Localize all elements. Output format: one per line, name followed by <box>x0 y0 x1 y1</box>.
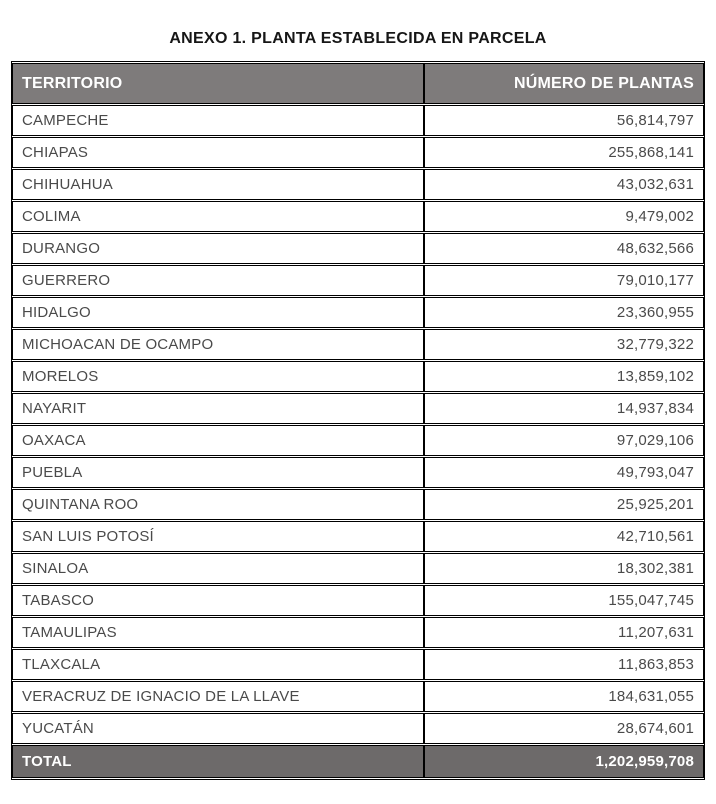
table-row <box>12 457 704 488</box>
table-row <box>12 361 704 392</box>
table-row <box>12 521 704 552</box>
plants-cell: 255,868,141 <box>424 137 704 168</box>
table-row <box>12 297 704 328</box>
plants-cell: 32,779,322 <box>424 329 704 360</box>
table-row <box>12 329 704 360</box>
territory-cell: COLIMA <box>12 201 424 232</box>
plants-cell: 11,207,631 <box>424 617 704 648</box>
plants-cell: 13,859,102 <box>424 361 704 392</box>
table-row <box>12 649 704 680</box>
territory-cell: GUERRERO <box>12 265 424 296</box>
territory-cell: HIDALGO <box>12 297 424 328</box>
table-row <box>12 553 704 584</box>
territory-cell: OAXACA <box>12 425 424 456</box>
territory-cell: NAYARIT <box>12 393 424 424</box>
table-row <box>12 585 704 616</box>
territory-cell: SINALOA <box>12 553 424 584</box>
plants-cell: 48,632,566 <box>424 233 704 264</box>
territory-cell: SAN LUIS POTOSÍ <box>12 521 424 552</box>
table-row <box>12 105 704 136</box>
territory-cell: DURANGO <box>12 233 424 264</box>
table-row <box>12 681 704 712</box>
table-footer <box>12 745 704 778</box>
territory-cell: TABASCO <box>12 585 424 616</box>
plants-cell: 155,047,745 <box>424 585 704 616</box>
plants-cell: 49,793,047 <box>424 457 704 488</box>
territory-cell: MICHOACAN DE OCAMPO <box>12 329 424 360</box>
total-value: 1,202,959,708 <box>424 745 704 778</box>
territory-cell: VERACRUZ DE IGNACIO DE LA LLAVE <box>12 681 424 712</box>
table-row <box>12 169 704 200</box>
table-row <box>12 617 704 648</box>
territory-cell: TAMAULIPAS <box>12 617 424 648</box>
page-title: ANEXO 1. PLANTA ESTABLECIDA EN PARCELA <box>169 30 547 47</box>
territory-cell: PUEBLA <box>12 457 424 488</box>
plants-cell: 9,479,002 <box>424 201 704 232</box>
territory-cell: CHIAPAS <box>12 137 424 168</box>
territory-cell: CAMPECHE <box>12 105 424 136</box>
plants-cell: 23,360,955 <box>424 297 704 328</box>
plants-cell: 18,302,381 <box>424 553 704 584</box>
plants-cell: 25,925,201 <box>424 489 704 520</box>
plants-cell: 43,032,631 <box>424 169 704 200</box>
header-row <box>12 63 704 104</box>
table-body <box>12 105 704 744</box>
plants-cell: 14,937,834 <box>424 393 704 424</box>
plants-cell: 42,710,561 <box>424 521 704 552</box>
territory-cell: YUCATÁN <box>12 713 424 744</box>
column-header-territory: TERRITORIO <box>12 63 424 104</box>
plants-cell: 11,863,853 <box>424 649 704 680</box>
plants-cell: 184,631,055 <box>424 681 704 712</box>
table-row <box>12 713 704 744</box>
territory-cell: QUINTANA ROO <box>12 489 424 520</box>
plants-cell: 28,674,601 <box>424 713 704 744</box>
table-row <box>12 201 704 232</box>
territory-cell: MORELOS <box>12 361 424 392</box>
total-row <box>12 745 704 778</box>
plants-cell: 56,814,797 <box>424 105 704 136</box>
plants-table <box>11 61 705 780</box>
territory-cell: CHIHUAHUA <box>12 169 424 200</box>
plants-cell: 79,010,177 <box>424 265 704 296</box>
table-row <box>12 489 704 520</box>
table-row <box>12 137 704 168</box>
plants-cell: 97,029,106 <box>424 425 704 456</box>
territory-cell: TLAXCALA <box>12 649 424 680</box>
table-row <box>12 265 704 296</box>
column-header-plants: NÚMERO DE PLANTAS <box>424 63 704 104</box>
table-header <box>12 63 704 104</box>
table-row <box>12 393 704 424</box>
total-label: TOTAL <box>12 745 424 778</box>
table-row <box>12 233 704 264</box>
table-row <box>12 425 704 456</box>
